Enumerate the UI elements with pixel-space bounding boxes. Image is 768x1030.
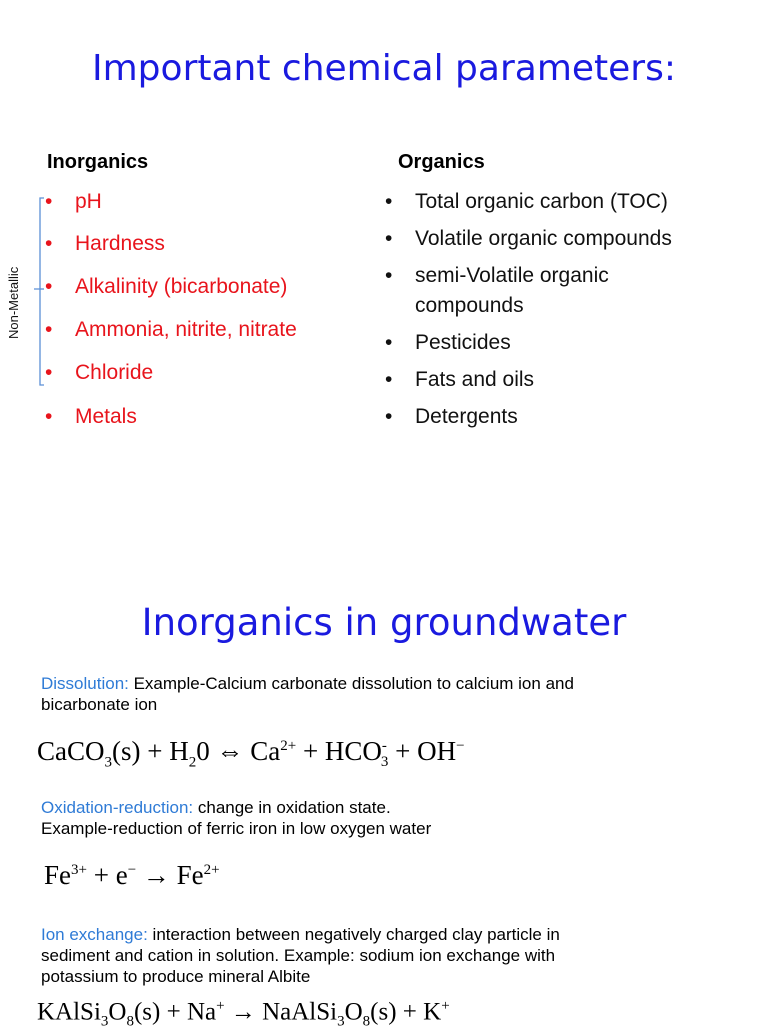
organics-heading: Organics <box>398 151 485 173</box>
ion-exchange-paragraph: Ion exchange: interaction between negatively charged clay particle in sediment and cation in solution. Example: sodium ion exchange with potassium to produce mineral Albite <box>41 925 560 986</box>
list-item: • Total organic carbon (TOC) <box>385 190 668 213</box>
list-item: • Chloride <box>45 361 154 384</box>
list-item: • Detergents <box>385 405 518 428</box>
non-metallic-label: Non-Metallic <box>6 266 21 340</box>
redox-paragraph: Oxidation-reduction: change in oxidation state. Example-reduction of ferric iron in low oxygen water <box>41 798 432 838</box>
list-item-continuation: compounds <box>415 294 524 317</box>
list-item: • Metals <box>45 405 137 428</box>
list-item: • Ammonia, nitrite, nitrate <box>45 318 297 341</box>
ion-exchange-lead: Ion exchange: <box>41 925 148 944</box>
list-item: • Hardness <box>45 232 165 255</box>
list-item: • Alkalinity (bicarbonate) <box>45 275 288 298</box>
dissolution-lead: Dissolution: <box>41 674 129 693</box>
dissolution-paragraph: Dissolution: Example-Calcium carbonate dissolution to calcium ion and bicarbonate ion <box>41 674 574 714</box>
redox-lead: Oxidation-reduction: <box>41 798 194 817</box>
list-item: • pH <box>45 190 102 213</box>
dissolution-equation: CaCO$_3$(s) + $H_20$ ⇔ $Ca^{2+} + HCO^-_3 + OH^-$ <box>37 736 465 771</box>
inorganics-heading: Inorganics <box>47 151 149 173</box>
slide2-title: Inorganics in groundwater <box>141 601 627 644</box>
redox-equation: $Fe^{3+} + e^- \to Fe^{2+}$ <box>44 860 220 890</box>
list-item: • semi-Volatile organic <box>385 264 609 287</box>
list-item: • Volatile organic compounds <box>385 227 672 250</box>
slide1-title: Important chemical parameters: <box>92 48 676 89</box>
list-item: • Fats and oils <box>385 368 535 391</box>
ion-exchange-equation: $KAlSi_3O_8(s) + Na^+$ → $NaAlSi_3O_8(s) + K^+$ <box>37 998 450 1030</box>
list-item: • Pesticides <box>385 331 511 354</box>
